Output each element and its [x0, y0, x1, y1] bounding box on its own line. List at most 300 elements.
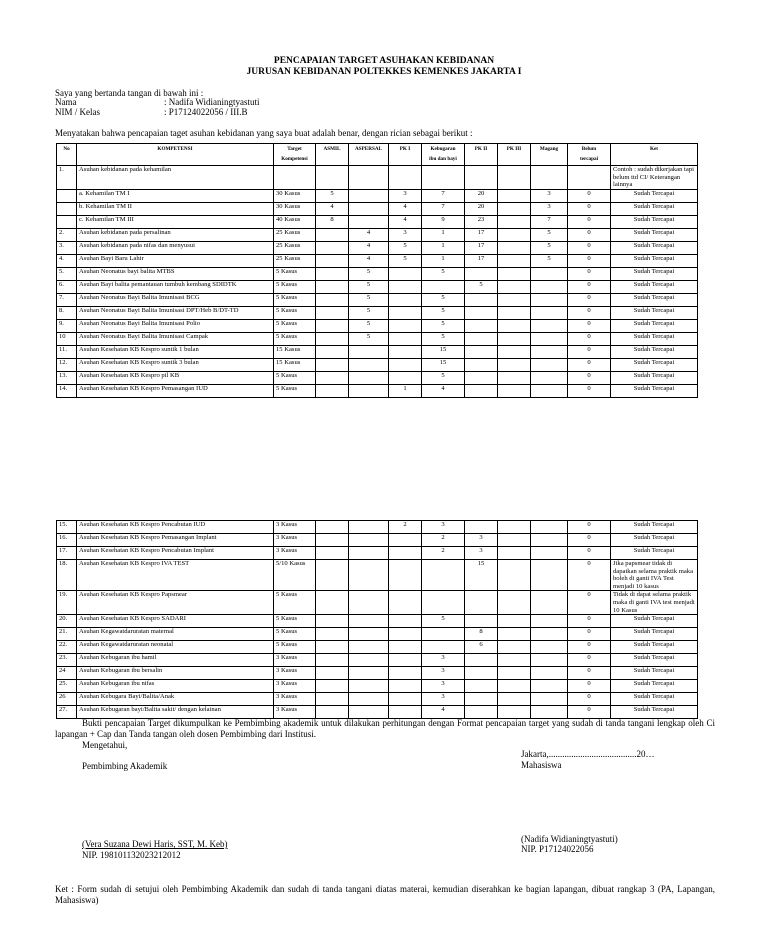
row-kebugaran — [422, 641, 465, 654]
row-pk3 — [498, 654, 531, 667]
row-no: 18. — [57, 560, 77, 591]
row-aspersal: 4 — [349, 241, 389, 254]
row-pk1: 3 — [389, 189, 422, 202]
row-ket: Sudah Tercapai — [611, 384, 698, 397]
row-kebugaran: 15 — [422, 345, 465, 358]
row-pk3 — [498, 521, 531, 534]
row-kompetensi: Asuhan Neonatus Bayi Balita Imunisasi Campak — [77, 332, 274, 345]
row-aspersal — [349, 189, 389, 202]
nim-label: NIM / Kelas — [55, 107, 100, 117]
row-aspersal — [349, 202, 389, 215]
mengetahui-label: Mengetahui, — [82, 740, 128, 750]
row-pk2 — [465, 358, 498, 371]
row-kebugaran: 5 — [422, 371, 465, 384]
header-pk2: PK II — [465, 144, 498, 166]
row-asmil — [316, 667, 349, 680]
row-target: 5 Kasus — [274, 371, 316, 384]
row-ket: Tidak di dapat selama praktik maka di ganti IVA test menjadi 10 Kasus — [611, 591, 698, 615]
row-asmil: 4 — [316, 202, 349, 215]
row-asmil — [316, 306, 349, 319]
row-no: 6. — [57, 280, 77, 293]
table-row — [57, 667, 698, 680]
row-ket: Sudah Tercapai — [611, 228, 698, 241]
row-belum: 0 — [568, 693, 611, 706]
row-kompetensi: Asuhan Kesehatan KB Kespro suntik 3 bulan — [77, 358, 274, 371]
row-pk2 — [465, 319, 498, 332]
row-belum: 0 — [568, 547, 611, 560]
row-no: 21. — [57, 628, 77, 641]
row-magang — [531, 319, 568, 332]
table-row — [57, 254, 698, 267]
row-pk1: 2 — [389, 521, 422, 534]
row-belum: 0 — [568, 228, 611, 241]
row-kompetensi: Asuhan Bayi balita pemantauan tumbuh kembang SDIDTK — [77, 280, 274, 293]
header-no: No — [57, 144, 77, 166]
row-belum: 0 — [568, 280, 611, 293]
row-pk3 — [498, 254, 531, 267]
row-kebugaran — [422, 591, 465, 615]
row-kebugaran: 5 — [422, 267, 465, 280]
row-asmil — [316, 241, 349, 254]
row-magang — [531, 628, 568, 641]
row-target: 3 Kasus — [274, 521, 316, 534]
row-magang — [531, 534, 568, 547]
row-target: 3 Kasus — [274, 693, 316, 706]
row-pk2: 17 — [465, 241, 498, 254]
table-row — [57, 280, 698, 293]
row-no: 4. — [57, 254, 77, 267]
row-kompetensi: Asuhan Kesehatan KB Kespro suntik 1 bulan — [77, 345, 274, 358]
row-kebugaran — [422, 166, 465, 190]
row-pk1 — [389, 371, 422, 384]
row-belum: 0 — [568, 641, 611, 654]
row-target: 5 Kasus — [274, 280, 316, 293]
table-row — [57, 560, 698, 591]
row-pk2 — [465, 654, 498, 667]
table-row — [57, 166, 698, 190]
row-pk1 — [389, 680, 422, 693]
row-pk1: 4 — [389, 215, 422, 228]
row-target: 3 Kasus — [274, 534, 316, 547]
bukti-paragraph: Bukti pencapaian Target dikumpulkan ke Pembimbing akademik untuk dilakukan perhitungan dengan Format pencapaian target yang sudah di tanda tangani lengkap oleh Ci lapangan + Cap dan Tanda tangan oleh dosen Pembimbing dari Institusi. — [55, 718, 715, 739]
table-row — [57, 680, 698, 693]
row-pk1 — [389, 591, 422, 615]
row-pk3 — [498, 280, 531, 293]
mahasiswa-name: (Nadifa Widianingtyastuti) — [521, 834, 618, 844]
row-belum: 0 — [568, 384, 611, 397]
row-target: 5 Kasus — [274, 332, 316, 345]
row-pk3 — [498, 667, 531, 680]
row-ket: Sudah Tercapai — [611, 202, 698, 215]
row-pk1: 5 — [389, 254, 422, 267]
row-kebugaran: 3 — [422, 680, 465, 693]
row-target: 15 Kasus — [274, 358, 316, 371]
row-pk2: 6 — [465, 641, 498, 654]
row-aspersal — [349, 680, 389, 693]
header-magang: Magang — [531, 144, 568, 166]
row-pk3 — [498, 384, 531, 397]
row-kompetensi: Asuhan Neonatus Bayi Balita Imunisasi DPT/Heb B/DT-TD — [77, 306, 274, 319]
row-kompetensi: b. Kehamilan TM II — [77, 202, 274, 215]
row-asmil — [316, 706, 349, 719]
row-target: 5 Kasus — [274, 293, 316, 306]
row-ket: Sudah Tercapai — [611, 189, 698, 202]
row-pk3 — [498, 547, 531, 560]
row-target: 25 Kasus — [274, 254, 316, 267]
row-pk2: 17 — [465, 228, 498, 241]
row-asmil — [316, 332, 349, 345]
row-pk2: 3 — [465, 547, 498, 560]
table-row — [57, 306, 698, 319]
row-aspersal: 5 — [349, 280, 389, 293]
table-header-row — [57, 144, 698, 166]
row-belum: 0 — [568, 241, 611, 254]
row-no: 7. — [57, 293, 77, 306]
row-target: 5 Kasus — [274, 591, 316, 615]
row-belum: 0 — [568, 521, 611, 534]
row-ket: Sudah Tercapai — [611, 693, 698, 706]
table-row — [57, 521, 698, 534]
row-kebugaran: 4 — [422, 384, 465, 397]
row-pk1 — [389, 319, 422, 332]
row-aspersal — [349, 628, 389, 641]
row-magang — [531, 706, 568, 719]
row-pk3 — [498, 267, 531, 280]
row-pk3 — [498, 293, 531, 306]
row-ket: Sudah Tercapai — [611, 654, 698, 667]
row-pk1 — [389, 706, 422, 719]
row-target: 5 Kasus — [274, 384, 316, 397]
row-pk2: 8 — [465, 628, 498, 641]
row-aspersal — [349, 215, 389, 228]
row-no: 3. — [57, 241, 77, 254]
table-row — [57, 534, 698, 547]
row-magang — [531, 615, 568, 628]
row-target: 30 Kasus — [274, 189, 316, 202]
row-asmil — [316, 280, 349, 293]
row-belum: 0 — [568, 615, 611, 628]
row-ket: Sudah Tercapai — [611, 628, 698, 641]
row-kebugaran: 1 — [422, 241, 465, 254]
row-kompetensi: Asuhan Kebugara Bayi/Balita/Anak — [77, 693, 274, 706]
row-magang: 7 — [531, 215, 568, 228]
row-pk1 — [389, 306, 422, 319]
row-kompetensi: Asuhan Kegawatdaruratan maternal — [77, 628, 274, 641]
row-aspersal — [349, 521, 389, 534]
row-asmil: 5 — [316, 189, 349, 202]
row-asmil — [316, 254, 349, 267]
row-pk3 — [498, 371, 531, 384]
row-kebugaran: 15 — [422, 358, 465, 371]
table-row — [57, 267, 698, 280]
table-row — [57, 202, 698, 215]
document-title: PENCAPAIAN TARGET ASUHAKAN KEBIDANAN — [273, 56, 495, 66]
table-row — [57, 241, 698, 254]
row-pk1: 1 — [389, 384, 422, 397]
row-no: 15. — [57, 521, 77, 534]
row-kompetensi: a. Kehamilan TM I — [77, 189, 274, 202]
row-aspersal: 4 — [349, 254, 389, 267]
row-magang: 5 — [531, 241, 568, 254]
row-ket: Sudah Tercapai — [611, 241, 698, 254]
header-kompetensi: KOMPETENSI — [77, 144, 274, 166]
row-kompetensi: Asuhan Neonatus Bayi Balita Imunisasi Polio — [77, 319, 274, 332]
row-no — [57, 215, 77, 228]
table-row — [57, 654, 698, 667]
table-row — [57, 345, 698, 358]
row-pk2 — [465, 680, 498, 693]
row-ket: Sudah Tercapai — [611, 280, 698, 293]
row-kebugaran: 5 — [422, 332, 465, 345]
row-ket: Sudah Tercapai — [611, 615, 698, 628]
row-pk3 — [498, 591, 531, 615]
row-magang — [531, 521, 568, 534]
row-pk2 — [465, 293, 498, 306]
row-ket: Sudah Tercapai — [611, 306, 698, 319]
row-pk1 — [389, 358, 422, 371]
row-aspersal — [349, 371, 389, 384]
row-magang — [531, 384, 568, 397]
row-target: 5 Kasus — [274, 615, 316, 628]
row-kebugaran: 3 — [422, 693, 465, 706]
row-aspersal: 5 — [349, 319, 389, 332]
header-asmil: ASMIL — [316, 144, 349, 166]
pembimbing-label: Pembimbing Akademik — [82, 761, 168, 771]
row-pk2: 20 — [465, 202, 498, 215]
row-no: 1. — [57, 166, 77, 190]
row-no: 27. — [57, 706, 77, 719]
row-kompetensi: Asuhan Bayi Baru Lahir — [77, 254, 274, 267]
row-magang — [531, 560, 568, 591]
row-pk3 — [498, 332, 531, 345]
row-pk3 — [498, 306, 531, 319]
row-pk1 — [389, 628, 422, 641]
row-pk2: 5 — [465, 280, 498, 293]
row-aspersal — [349, 560, 389, 591]
header-ket: Ket — [611, 144, 698, 166]
row-pk2 — [465, 521, 498, 534]
row-pk3 — [498, 345, 531, 358]
header-target: Target Kompetensi — [274, 144, 316, 166]
table-row — [57, 628, 698, 641]
row-target: 3 Kasus — [274, 654, 316, 667]
row-aspersal — [349, 693, 389, 706]
row-pk3 — [498, 680, 531, 693]
row-ket: Sudah Tercapai — [611, 332, 698, 345]
document-subtitle: JURUSAN KEBIDANAN POLTEKKES KEMENKES JAKARTA I — [246, 67, 522, 77]
row-no: 10 — [57, 332, 77, 345]
row-pk2 — [465, 345, 498, 358]
row-kebugaran — [422, 560, 465, 591]
row-asmil — [316, 319, 349, 332]
row-pk1 — [389, 293, 422, 306]
row-pk3 — [498, 319, 531, 332]
row-magang: 3 — [531, 202, 568, 215]
row-belum: 0 — [568, 254, 611, 267]
row-target: 5/10 Kasus — [274, 560, 316, 591]
row-pk2 — [465, 306, 498, 319]
row-magang — [531, 680, 568, 693]
row-belum — [568, 166, 611, 190]
row-magang — [531, 641, 568, 654]
row-belum: 0 — [568, 332, 611, 345]
row-pk1 — [389, 693, 422, 706]
row-no: 11. — [57, 345, 77, 358]
row-target — [274, 166, 316, 190]
row-target: 30 Kasus — [274, 202, 316, 215]
row-pk2 — [465, 384, 498, 397]
row-pk1 — [389, 641, 422, 654]
row-pk1: 5 — [389, 241, 422, 254]
row-magang — [531, 267, 568, 280]
pembimbing-nip: NIP. 198101132023212012 — [82, 850, 181, 860]
row-aspersal — [349, 615, 389, 628]
row-pk2 — [465, 332, 498, 345]
row-asmil — [316, 654, 349, 667]
row-pk2 — [465, 693, 498, 706]
row-pk3 — [498, 534, 531, 547]
row-target: 5 Kasus — [274, 267, 316, 280]
row-asmil — [316, 547, 349, 560]
row-asmil — [316, 358, 349, 371]
row-belum: 0 — [568, 319, 611, 332]
pembimbing-name: (Vera Suzana Dewi Haris, SST, M. Keb) — [82, 839, 228, 849]
row-kebugaran: 5 — [422, 293, 465, 306]
row-kompetensi: Asuhan kebidanan pada nifas dan menyusui — [77, 241, 274, 254]
row-kompetensi: Asuhan Kesehatan KB Kespro SADARI — [77, 615, 274, 628]
table-row — [57, 189, 698, 202]
row-kebugaran: 3 — [422, 667, 465, 680]
row-kompetensi: Asuhan Kesehatan KB Kespro pil KB — [77, 371, 274, 384]
table-row — [57, 332, 698, 345]
row-pk1: 3 — [389, 228, 422, 241]
row-pk3 — [498, 693, 531, 706]
row-no: 5. — [57, 267, 77, 280]
row-target: 3 Kasus — [274, 706, 316, 719]
table-row — [57, 358, 698, 371]
table-row — [57, 384, 698, 397]
row-magang — [531, 591, 568, 615]
row-aspersal — [349, 358, 389, 371]
row-asmil — [316, 591, 349, 615]
row-kebugaran: 4 — [422, 706, 465, 719]
row-kebugaran: 2 — [422, 547, 465, 560]
row-belum: 0 — [568, 706, 611, 719]
row-kompetensi: Asuhan Neonatus bayi balita MTBS — [77, 267, 274, 280]
row-magang — [531, 332, 568, 345]
row-pk3 — [498, 641, 531, 654]
row-kebugaran: 7 — [422, 202, 465, 215]
row-kompetensi: Asuhan Kebugaran ibu bersalin — [77, 667, 274, 680]
row-pk3 — [498, 628, 531, 641]
row-target: 5 Kasus — [274, 641, 316, 654]
row-kompetensi: Asuhan kebidanan pada persalinan — [77, 228, 274, 241]
table-row — [57, 591, 698, 615]
row-ket: Sudah Tercapai — [611, 267, 698, 280]
row-pk3 — [498, 166, 531, 190]
row-pk1 — [389, 166, 422, 190]
row-magang — [531, 667, 568, 680]
table-row — [57, 547, 698, 560]
row-pk1 — [389, 332, 422, 345]
mahasiswa-label: Mahasiswa — [521, 760, 562, 770]
row-aspersal — [349, 345, 389, 358]
row-target: 25 Kasus — [274, 228, 316, 241]
row-target: 3 Kasus — [274, 547, 316, 560]
row-kompetensi: Asuhan Kebugaran ibu hamil — [77, 654, 274, 667]
row-no: 26 — [57, 693, 77, 706]
row-magang — [531, 166, 568, 190]
row-pk3 — [498, 189, 531, 202]
row-ket: Sudah Tercapai — [611, 215, 698, 228]
row-kompetensi: Asuhan Kebugaran bayi/Balita sakit/ dengan kelainan — [77, 706, 274, 719]
row-pk3 — [498, 202, 531, 215]
row-pk1 — [389, 654, 422, 667]
table-row — [57, 615, 698, 628]
row-pk2 — [465, 591, 498, 615]
header-aspersal: ASPERSAL — [349, 144, 389, 166]
row-ket: Sudah Tercapai — [611, 680, 698, 693]
row-no: 22. — [57, 641, 77, 654]
row-aspersal — [349, 591, 389, 615]
row-kebugaran: 3 — [422, 521, 465, 534]
table-row — [57, 706, 698, 719]
row-magang: 3 — [531, 189, 568, 202]
row-belum: 0 — [568, 654, 611, 667]
row-pk1 — [389, 345, 422, 358]
row-no: 12. — [57, 358, 77, 371]
row-belum: 0 — [568, 358, 611, 371]
row-aspersal — [349, 166, 389, 190]
row-target: 15 Kasus — [274, 345, 316, 358]
row-asmil — [316, 641, 349, 654]
row-pk2: 3 — [465, 534, 498, 547]
row-magang — [531, 306, 568, 319]
row-asmil — [316, 166, 349, 190]
row-asmil — [316, 521, 349, 534]
table-row — [57, 228, 698, 241]
row-ket: Sudah Tercapai — [611, 667, 698, 680]
row-ket: Sudah Tercapai — [611, 319, 698, 332]
row-belum: 0 — [568, 371, 611, 384]
row-magang: 5 — [531, 254, 568, 267]
row-target: 5 Kasus — [274, 628, 316, 641]
row-target: 3 Kasus — [274, 667, 316, 680]
row-asmil — [316, 345, 349, 358]
row-pk3 — [498, 358, 531, 371]
row-belum: 0 — [568, 345, 611, 358]
header-pk3: PK III — [498, 144, 531, 166]
row-asmil — [316, 293, 349, 306]
row-no: 8. — [57, 306, 77, 319]
row-no: 25. — [57, 680, 77, 693]
row-pk1 — [389, 615, 422, 628]
row-asmil — [316, 560, 349, 591]
row-pk1 — [389, 547, 422, 560]
row-aspersal: 5 — [349, 306, 389, 319]
row-kompetensi: Asuhan Kesehatan KB Kespro Pemasangan IUD — [77, 384, 274, 397]
row-ket: Sudah Tercapai — [611, 345, 698, 358]
row-asmil — [316, 267, 349, 280]
row-pk1: 4 — [389, 202, 422, 215]
row-pk3 — [498, 228, 531, 241]
row-pk2 — [465, 371, 498, 384]
row-asmil — [316, 693, 349, 706]
row-pk3 — [498, 706, 531, 719]
row-belum: 0 — [568, 293, 611, 306]
row-magang — [531, 371, 568, 384]
row-pk3 — [498, 615, 531, 628]
